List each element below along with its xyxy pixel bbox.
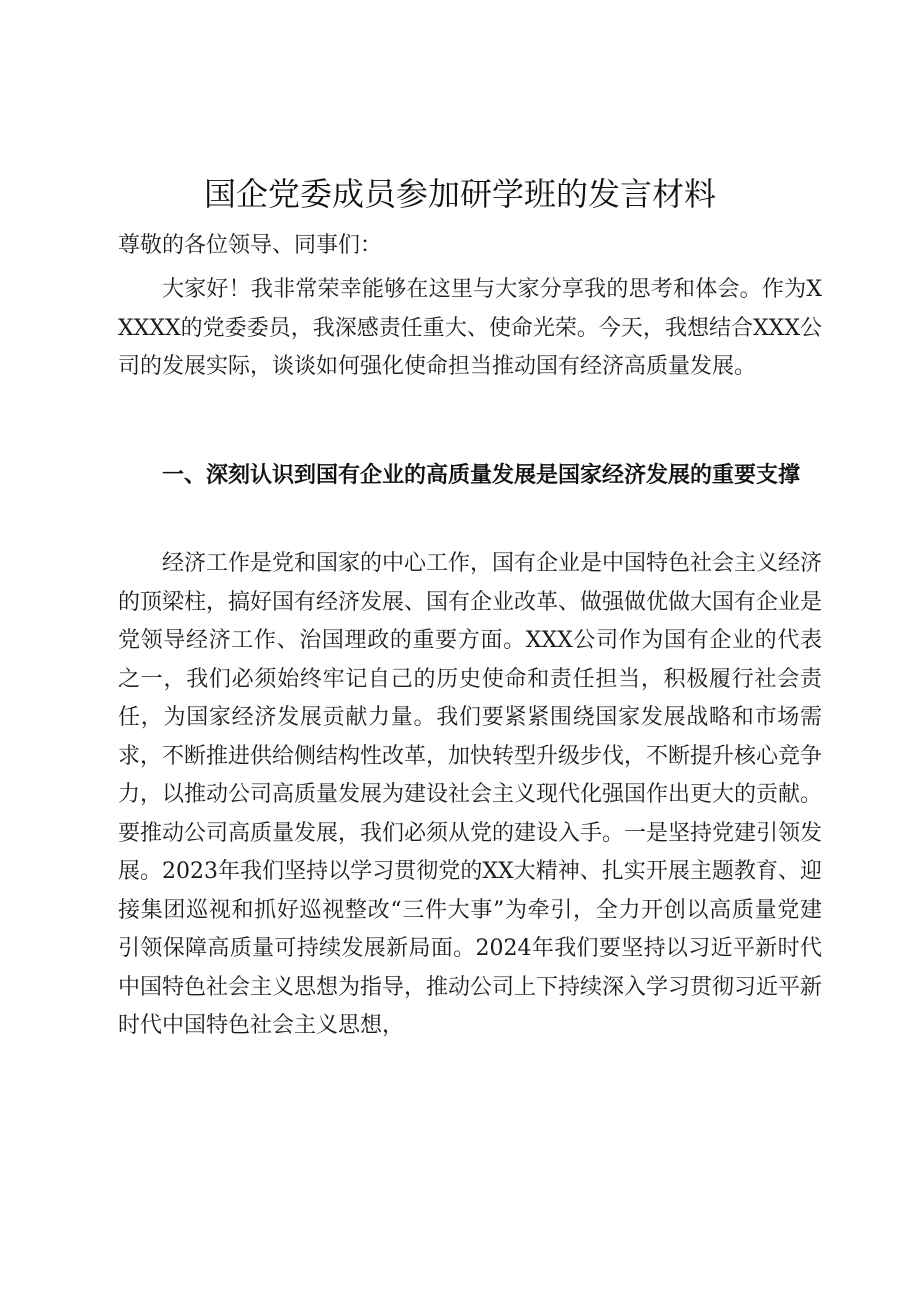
document-title: 国企党委成员参加研学班的发言材料 xyxy=(203,175,716,213)
section-heading-1: 一、深刻认识到国有企业的高质量发展是国家经济发展的重要支撑 xyxy=(162,463,801,488)
paragraph-opening: 大家好！我非常荣幸能够在这里与大家分享我的思考和体会。作为XXXXX的党委委员，我深感责任重大、使命光荣。今天，我想结合XXX公司的发展实际，谈谈如何强化使命担当推动国有经济高质量发展。 xyxy=(118,277,822,379)
salutation: 尊敬的各位领导、同事们： xyxy=(118,233,383,258)
paragraph-section-1: 经济工作是党和国家的中心工作，国有企业是中国特色社会主义经济的顶梁柱，搞好国有经济发展、国有企业改革、做强做优做大国有企业是党领导经济工作、治国理政的重要方面。XXX公司作为国有企业的代表之一，我们必须始终牢记自己的历史使命和责任担当，积极履行社会责任，为国家经济发展贡献力量。我们要紧紧围绕国家发展战略和市场需求，不断推进供给侧结构性改革，加快转型升级步伐，不断提升核心竞争力，以推动公司高质量发展为建设社会主义现代化强国作出更大的贡献。要推动公司高质量发展，我们必须从党的建设入手。一是坚持党建引领发展。2023年我们坚持以学习贯彻党的XX大精神、扎实开展主题教育、迎接集团巡视和抓好巡视整改“三件大事”为牵引，全力开创以高质量党建引领保障高质量可持续发展新局面。2024年我们要坚持以习近平新时代中国特色社会主义思想为指导，推动公司上下持续深入学习贯彻习近平新时代中国特色社会主义思想， xyxy=(118,551,823,1038)
